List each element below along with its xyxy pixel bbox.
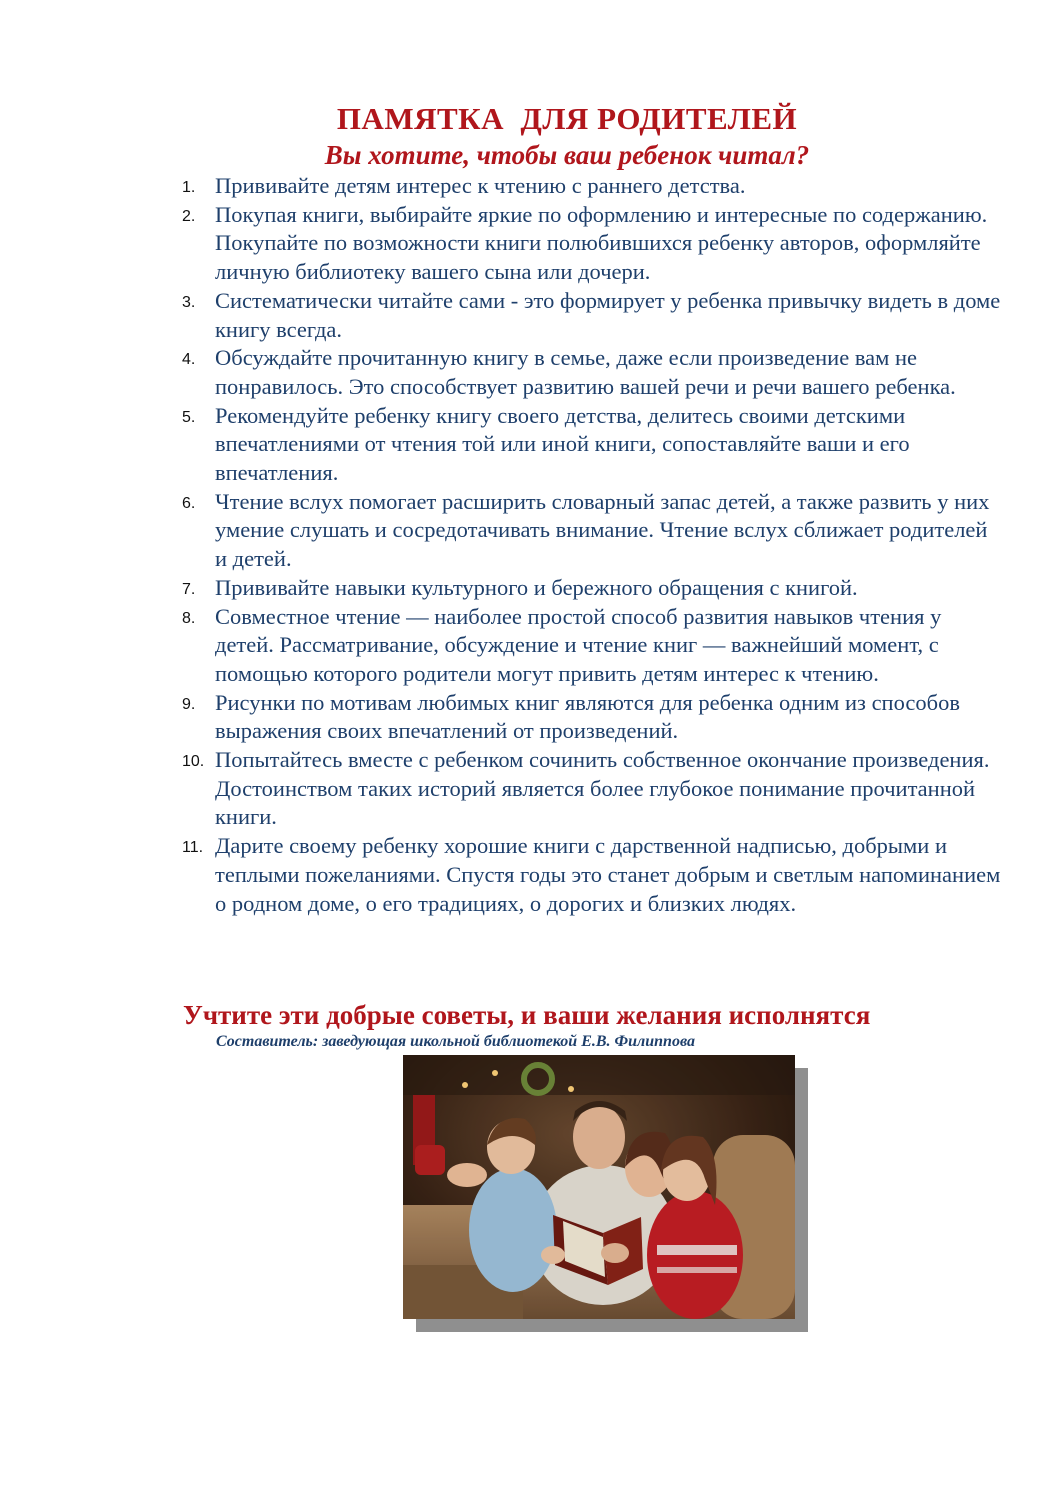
tip-text: Попытайтесь вместе с ребенком сочинить собственное окончание произведения. Достоинством таких историй является более глубокое понимание прочитанной книги. xyxy=(215,747,990,830)
tip-text: Чтение вслух помогает расширить словарный запас детей, а также развить у них умение слушать и сосредотачивать внимание. Чтение вслух сближает родителей и детей. xyxy=(215,488,990,572)
page-subtitle: Вы хотите, чтобы ваш ребенок читал? xyxy=(324,140,810,170)
tip-number: 9. xyxy=(182,695,196,713)
tip-number: 7. xyxy=(182,580,196,598)
tip-number: 6. xyxy=(182,494,196,512)
family-reading-illustration xyxy=(403,1055,795,1319)
tip-number: 2. xyxy=(182,207,196,225)
tip-item-9 xyxy=(182,689,1002,746)
tip-item-3 xyxy=(182,287,1002,344)
tip-number: 8. xyxy=(182,609,196,627)
tip-item-4 xyxy=(182,344,1002,401)
tip-item-10 xyxy=(182,746,1002,832)
tip-item-11 xyxy=(182,832,1002,918)
tip-text: Покупая книги, выбирайте яркие по оформлению и интересные по содержанию. Покупайте по возможности книги полюбившихся ребенку авторов, оформляйте личную библиотеку вашего сына или дочери. xyxy=(215,201,988,285)
tip-item-6 xyxy=(182,488,1002,574)
tip-number: 5. xyxy=(182,408,196,426)
tip-item-1 xyxy=(182,172,1002,201)
page-title: ПАМЯТКА ДЛЯ РОДИТЕЛЕЙ xyxy=(336,101,798,136)
tip-item-2 xyxy=(182,201,1002,287)
tip-number: 11. xyxy=(182,839,204,857)
tip-item-8 xyxy=(182,603,1002,689)
tip-text: Дарите своему ребенку хорошие книги с дарственной надписью, добрыми и теплыми пожеланиями. Спустя годы это станет добрым и светлым напоминанием о родном доме, о его традициях, о дорогих и близких людях. xyxy=(215,833,1001,916)
tip-text: Прививайте детям интерес к чтению с раннего детства. xyxy=(215,173,746,198)
tip-item-5 xyxy=(182,402,1002,488)
tips-list xyxy=(182,172,1002,918)
tip-text: Обсуждайте прочитанную книгу в семье, даже если произведение вам не понравилось. Это способствует развитию вашей речи и речи вашего ребенка. xyxy=(215,345,956,399)
tip-text: Рекомендуйте ребенку книгу своего детства, делитесь своими детскими впечатлениями от чтения той или иной книги, сопоставляйте ваши и его впечатления. xyxy=(215,402,910,486)
tip-number: 10. xyxy=(182,753,205,771)
family-reading-photo xyxy=(403,1055,795,1319)
tip-item-7 xyxy=(182,574,1002,603)
tip-number: 4. xyxy=(182,351,196,369)
tip-text: Систематически читайте сами - это формирует у ребенка привычку видеть в доме книгу всегда. xyxy=(215,287,1001,342)
tip-text: Совместное чтение — наиболее простой способ развития навыков чтения у детей. Рассматривание, обсуждение и чтение книг — важнейший момент, с помощью которого родители могут привить детям интерес к чтению. xyxy=(215,603,942,686)
tip-number: 1. xyxy=(182,179,196,196)
footer-slogan: Учтите эти добрые советы, и ваши желания исполнятся xyxy=(183,1000,871,1030)
tip-number: 3. xyxy=(182,293,196,311)
tip-text: Рисунки по мотивам любимых книг являются для ребенка одним из способов выражения своих впечатлений от произведений. xyxy=(215,689,960,744)
tip-text: Прививайте навыки культурного и бережного обращения с книгой. xyxy=(215,574,858,600)
author-credit: Составитель: заведующая школьной библиотекой Е.В. Филиппова xyxy=(216,1033,695,1050)
